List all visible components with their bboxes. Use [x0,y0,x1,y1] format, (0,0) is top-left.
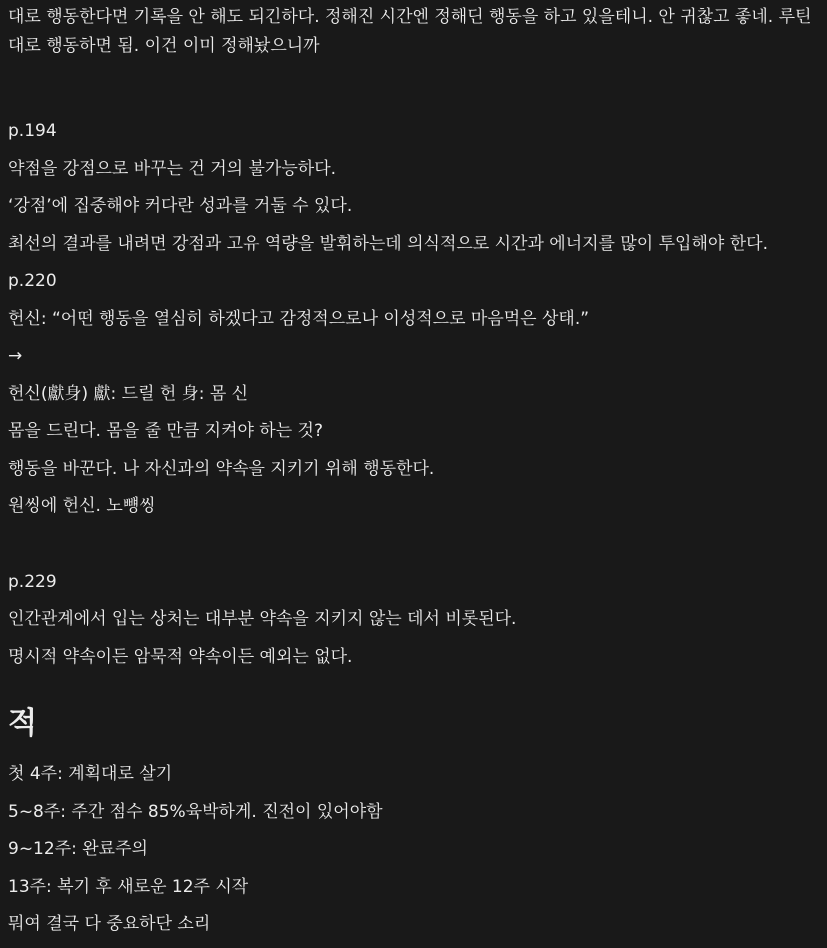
section-plan [8,756,827,944]
text-line: 뭐여 결국 다 중요하단 소리 [8,914,211,934]
text-line: 13주: 복기 후 새로운 12주 시작 [8,876,249,897]
intro-paragraph: 대로 행동한다면 기록을 안 해도 되긴하다. 정해진 시간엔 정해딘 행동을 하고 있을테니. 안 귀찮고 좋네. 루틴대로 행동하면 됨. 이건 이미 정해놨으니까 [8,7,812,56]
text-line: 인간관계에서 입는 상처는 대부분 약속을 지키지 않는 데서 비롯된다. [8,609,517,629]
text-line: 몸을 드린다. 몸을 줄 만큼 지켜야 하는 것? [8,421,324,441]
text-line: 행동을 바꾼다. 나 자신과의 약속을 지키기 위해 행동한다. [8,458,435,479]
text-line: 헌신(獻身) 獻: 드릴 헌 身: 몸 신 [8,383,249,404]
page-ref: p.194 [8,121,57,141]
text-line: 명시적 약속이든 암묵적 약속이든 예외는 없다. [8,646,353,667]
page-ref: p.229 [8,571,57,592]
text-line: 9~12주: 완료주의 [8,839,148,859]
arrow-line: → [8,346,23,366]
text-line: 원씽에 헌신. 노뻉씽 [8,496,156,516]
spacer [8,526,827,564]
text-line: 5~8주: 주간 점수 85%육박하게. 진전이 있어야함 [8,801,383,822]
section-p194-p220 [8,113,827,526]
text-line: 최선의 결과를 내려면 강점과 고유 역량을 발휘하는데 의식적으로 시간과 에너지를 많이 투입해야 한다. [8,233,768,254]
spacer [8,61,827,113]
text-line: ‘강점’에 집중해야 커다란 성과를 거둘 수 있다. [8,196,353,216]
text-line: 첫 4주: 계획대로 살기 [8,764,173,784]
text-line: 헌신: “어떤 행동을 열심히 하겠다고 감정적으로나 이성적으로 마음먹은 상태.” [8,308,590,329]
section-p229 [8,564,827,677]
section-heading: 적 [8,706,37,741]
document-body [8,0,827,944]
page-ref: p.220 [8,271,57,291]
text-line: 약점을 강점으로 바꾸는 건 거의 불가능하다. [8,158,337,179]
